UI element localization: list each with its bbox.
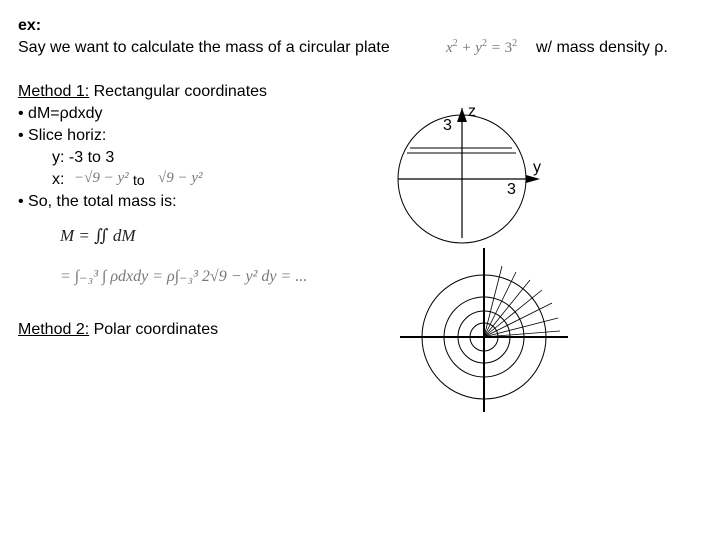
polar-rays (484, 266, 560, 337)
method1-label: Method 1: (18, 83, 90, 100)
mass-formula-2: = ∫₋₃³ ∫ ρdxdy = ρ∫₋₃³ 2√9 − y² dy = ... (60, 268, 308, 285)
z-label: z (468, 103, 476, 120)
method1-title-rest: Rectangular coordinates (89, 83, 268, 100)
method2-label: Method 2: (18, 321, 90, 338)
density-text: w/ mass density ρ. (536, 39, 668, 56)
bullet-dm: • dM=ρdxdy (18, 105, 103, 122)
x-to: to (133, 172, 145, 188)
polar-ray (484, 272, 516, 337)
radius-label-y: 3 (507, 181, 516, 198)
page-heading: ex: (18, 17, 42, 34)
bullet-total-mass: • So, the total mass is: (18, 193, 177, 210)
radius-label: 3 (443, 117, 452, 134)
y-label: y (533, 159, 541, 176)
x-prefix: x: (52, 171, 65, 188)
x-lower-bound: −√9 − y² (74, 170, 129, 186)
mass-formula-1: M = ∬ dM (60, 226, 136, 245)
polar-ray (484, 303, 552, 337)
x-upper-bound: √9 − y² (158, 170, 203, 186)
y-range: y: -3 to 3 (52, 149, 115, 166)
method2-title-rest: Polar coordinates (89, 321, 219, 338)
intro-text: Say we want to calculate the mass of a circular plate (18, 39, 390, 56)
bullet-slice: • Slice horiz: (18, 127, 107, 144)
circle-equation: $x^2 + y^2 = 3^2$ (446, 38, 518, 56)
